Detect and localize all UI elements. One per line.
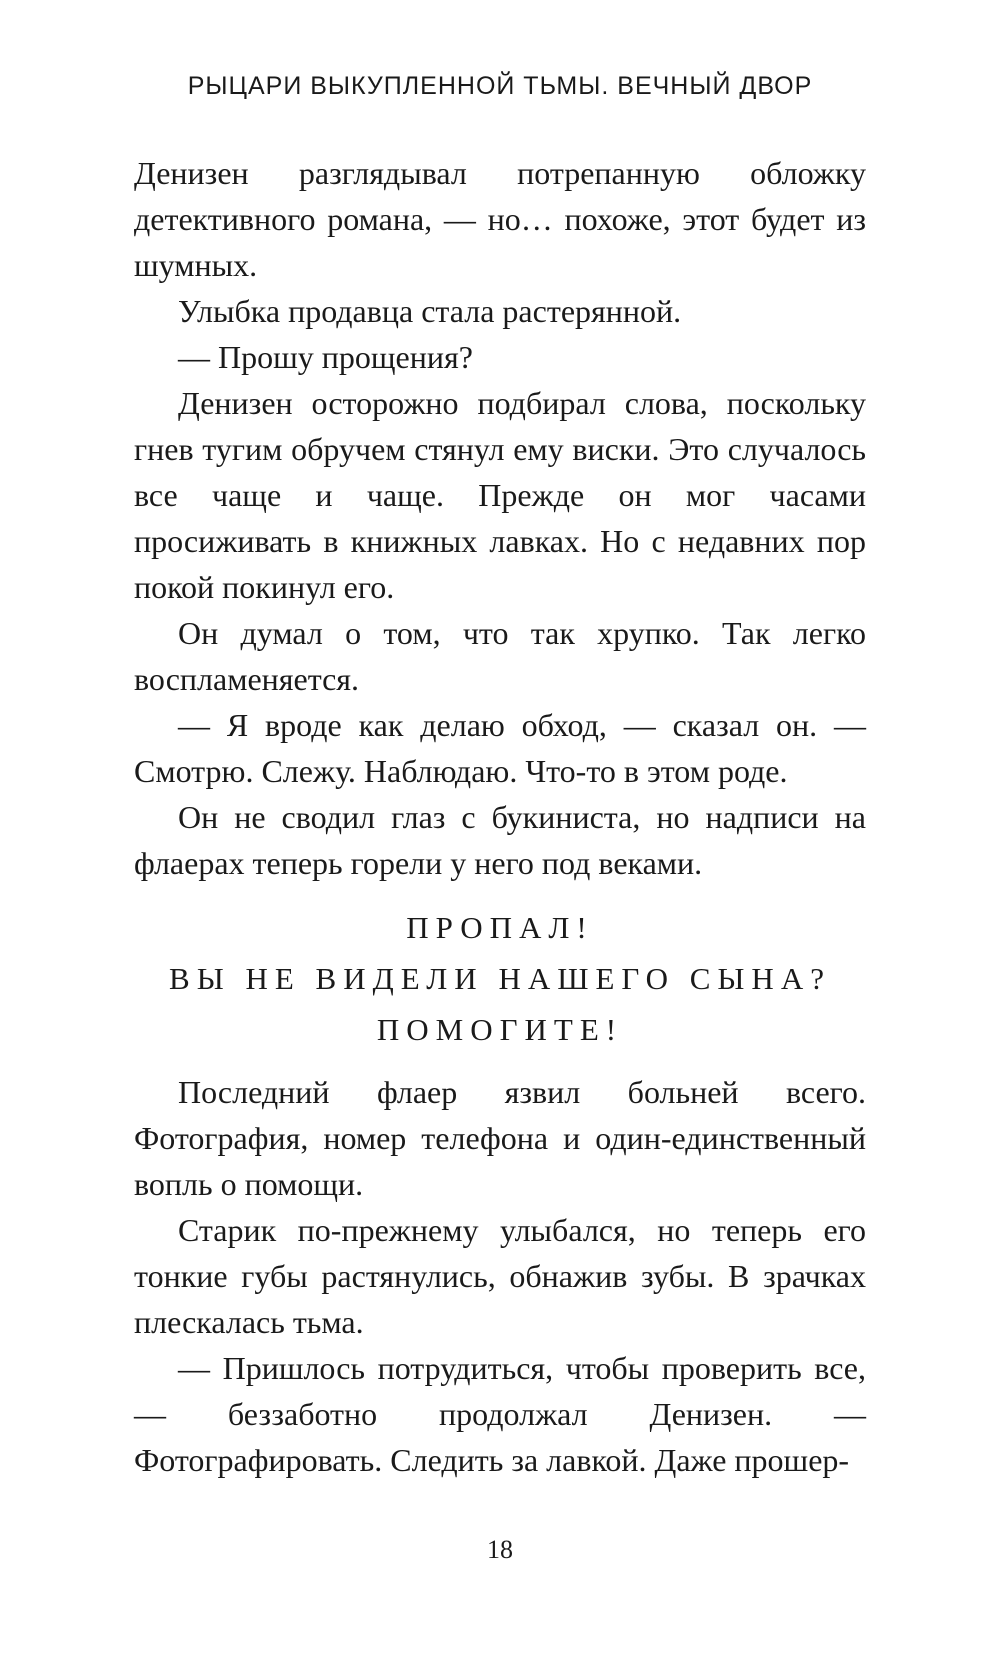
running-title: РЫЦАРИ ВЫКУПЛЕННОЙ ТЬМЫ. ВЕЧНЫЙ ДВОР [187,72,813,100]
dialogue-line: — Прошу прощения? [178,339,473,375]
flyer-line-question: ВЫ НЕ ВИДЕЛИ НАШЕГО СЫНА? [169,961,831,996]
flyer-line-help: ПОМОГИТЕ! [376,1012,624,1047]
page-number: 18 [487,1535,513,1564]
paragraph: Старик по-прежнему улыбался, но теперь его тонкие губы растянулись, обнажив зубы. В зрачках плескалась тьма. [134,1212,866,1340]
paragraph: Улыбка продавца стала растерянной. [178,293,682,329]
body-text [134,150,866,1483]
dialogue-line: — Пришлось потрудиться, чтобы проверить все, — беззаботно продолжал Денизен. — Фотографировать. Следить за лавкой. Даже прошер- [134,1350,866,1478]
flyer-text-block [134,886,866,1069]
dialogue-line: — Я вроде как делаю обход, — сказал он. — Смотрю. Слежу. Наблюдаю. Что-то в этом роде. [134,707,866,789]
flyer-line-missing: ПРОПАЛ! [406,910,594,945]
paragraph: Денизен осторожно подбирал слова, поскольку гнев тугим обручем стянул ему виски. Это случалось все чаще и чаще. Прежде он мог часами просиживать в книжных лавках. Но с недавних пор покой покинул его. [134,385,866,605]
paragraph: Он думал о том, что так хрупко. Так легко воспламеняется. [134,615,866,697]
paragraph-continuation: Денизен разглядывал потрепанную обложку детективного романа, — но… похоже, этот будет из шумных. [134,155,866,283]
paragraph: Последний флаер язвил больней всего. Фотография, номер телефона и один-единственный вопль о помощи. [134,1074,866,1202]
paragraph: Он не сводил глаз с букиниста, но надписи на флаерах теперь горели у него под веками. [134,799,866,881]
